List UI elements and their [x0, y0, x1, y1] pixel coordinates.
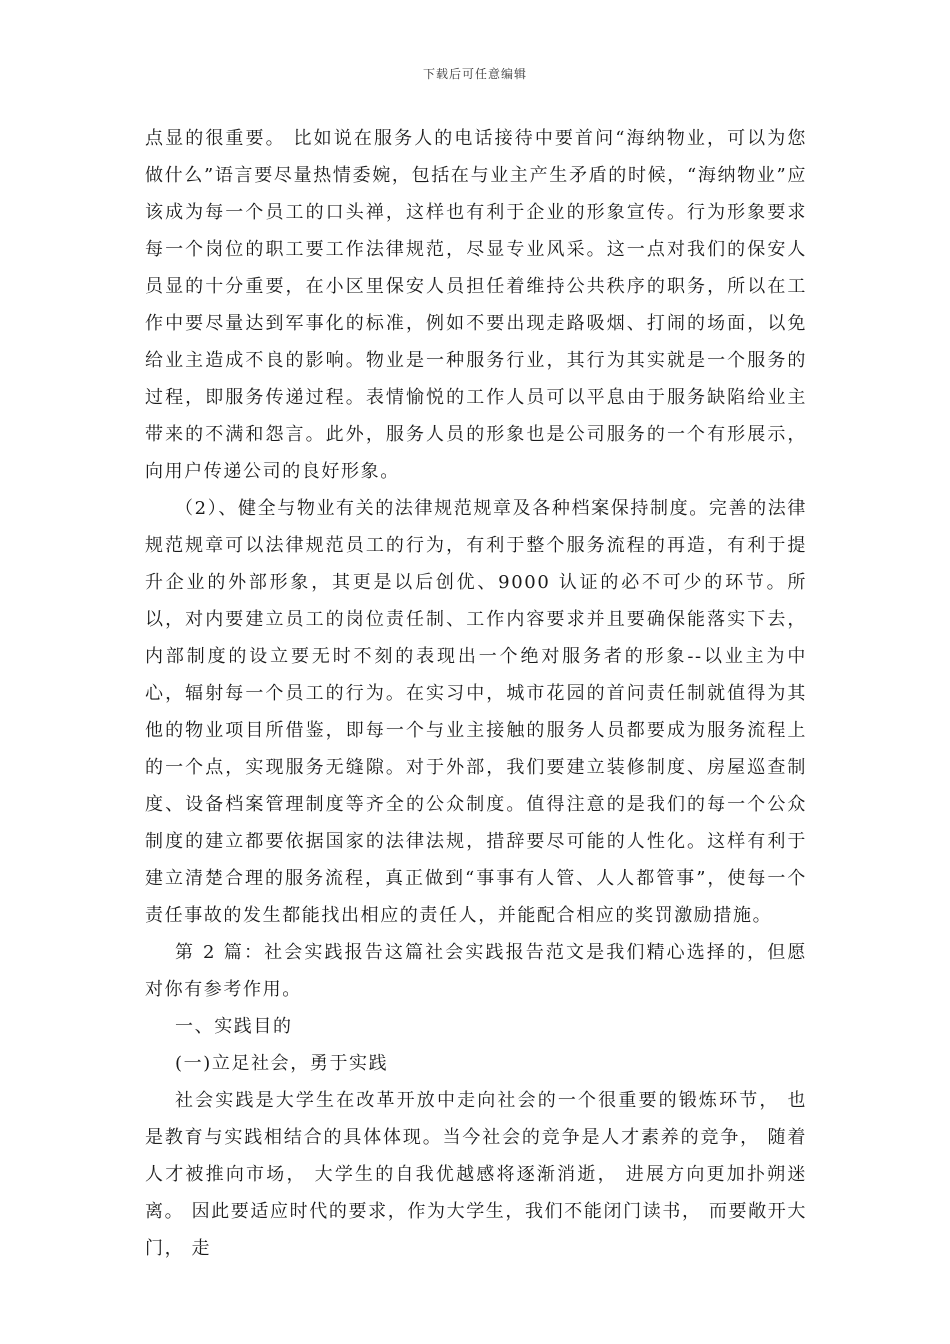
paragraph-report-intro: 第 2 篇：社会实践报告这篇社会实践报告范文是我们精心选择的，但愿对你有参考作用。	[145, 942, 807, 1000]
section-heading-purpose: 一、实践目的	[175, 1016, 293, 1037]
document-body	[145, 120, 807, 1267]
paragraph-social-practice: 社会实践是大学生在改革开放中走向社会的一个很重要的锻炼环节， 也是教育与实践相结合的具体体现。当今社会的竞争是人才素养的竞争， 随着人才被推向市场， 大学生的自我优越感将逐渐消逝， 进展方向更加扑朔迷离。 因此要适应时代的要求，作为大学生，我们不能闭门读书， 而要敞开大门， 走	[145, 1090, 807, 1259]
subsection-heading: (一)立足社会，勇于实践	[175, 1053, 389, 1074]
paragraph-legal-regulations: （2）、健全与物业有关的法律规范规章及各种档案保持制度。完善的法律规范规章可以法律规范员工的行为，有利于整个服务流程的再造，有利于提升企业的外部形象，其更是以后创优、9000 认证的必不可少的环节。所以，对内要建立员工的岗位责任制、工作内容要求并且要确保能落实下去，内部制度的设立要无时不刻的表现出一个绝对服务者的形象--以业主为中心，辐射每一个员工的行为。在实习中，城市花园的首问责任制就值得为其他的物业项目所借鉴，即每一个与业主接触的服务人员都要成为服务流程上的一个点，实现服务无缝隙。对于外部，我们要建立装修制度、房屋巡查制度、设备档案管理制度等齐全的公众制度。值得注意的是我们的每一个公众制度的建立都要依据国家的法律法规，措辞要尽可能的人性化。这样有利于建立清楚合理的服务流程，真正做到“事事有人管、人人都管事”，使每一个责任事故的发生都能找出相应的责任人，并能配合相应的奖罚激励措施。	[145, 498, 807, 926]
paragraph-behavior-image: 点显的很重要。 比如说在服务人的电话接待中要首问“海纳物业，可以为您做什么”语言要尽量热情委婉，包括在与业主产生矛盾的时候，“海纳物业”应该成为每一个员工的口头禅，这样也有利于企业的形象宣传。行为形象要求每一个岗位的职工要工作法律规范，尽显专业风采。这一点对我们的保安人员显的十分重要，在小区里保安人员担任着维持公共秩序的职务，所以在工作中要尽量达到军事化的标准，例如不要出现走路吸烟、打闹的场面，以免给业主造成不良的影响。物业是一种服务行业，其行为其实就是一个服务的过程，即服务传递过程。表情愉悦的工作人员可以平息由于服务缺陷给业主带来的不满和怨言。此外，服务人员的形象也是公司服务的一个有形展示，向用户传递公司的良好形象。	[145, 128, 807, 482]
page-header: 下载后可任意编辑	[422, 67, 527, 81]
